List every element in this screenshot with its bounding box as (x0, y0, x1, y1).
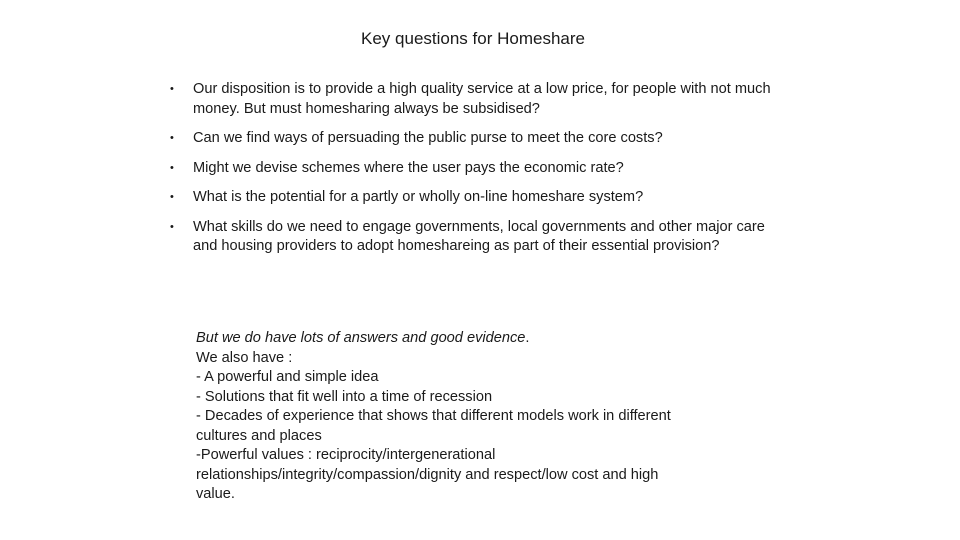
answers-line: - Decades of experience that shows that different models work in different cultures and places (196, 408, 671, 444)
question-text: Might we devise schemes where the user pays the economic rate? (193, 159, 624, 176)
bullet-icon: • (170, 132, 174, 144)
answers-block (196, 329, 676, 505)
bullet-icon: • (170, 220, 174, 233)
question-text: What skills do we need to engage governments, local governments and other major care and housing providers to adopt homeshareing as part of their essential provision? (193, 218, 765, 254)
answers-intro-line (196, 329, 676, 349)
answers-line: - Solutions that fit well into a time of recession (196, 388, 493, 405)
slide-title: Key questions for Homeshare (361, 29, 585, 48)
bullet-icon: • (170, 161, 174, 174)
question-text: What is the potential for a partly or wholly on-line homeshare system? (193, 189, 644, 205)
question-item (170, 188, 780, 208)
question-item (170, 80, 780, 119)
answers-line: We also have : (196, 349, 293, 366)
question-text: Our disposition is to provide a high quality service at a low price, for people with not much money. But must homesharing always be subsidised? (193, 81, 771, 117)
answers-line: - A powerful and simple idea (196, 369, 379, 385)
questions-list (170, 80, 780, 267)
answers-intro-end: . (525, 330, 530, 346)
question-item (170, 129, 780, 149)
bullet-icon: • (170, 191, 174, 203)
question-text: Can we find ways of persuading the public purse to meet the core costs? (193, 130, 663, 146)
answers-intro: But we do have lots of answers and good evidence (196, 330, 526, 346)
bullet-icon: • (170, 83, 174, 95)
question-item (170, 159, 780, 179)
question-item (170, 218, 780, 257)
answers-line: -Powerful values : reciprocity/intergenerational relationships/integrity/compassion/dignity and respect/low cost and high value. (196, 447, 659, 502)
